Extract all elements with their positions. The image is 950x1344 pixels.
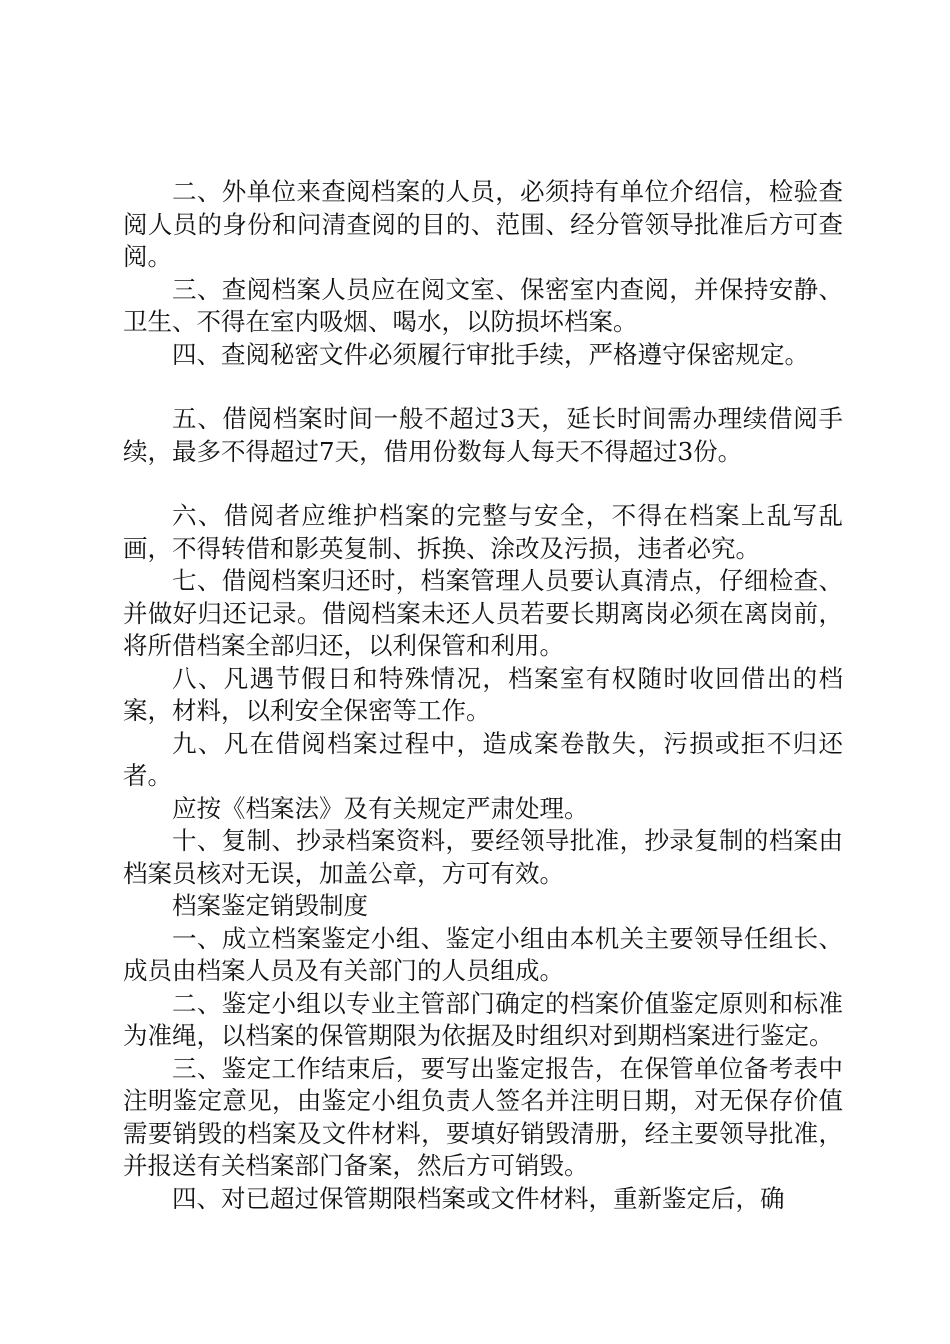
paragraph-9-loss: 九、凡在借阅档案过程中，造成案卷散失，污损或拒不归还者。 [123,728,843,790]
paragraph-penalty: 应按《档案法》及有关规定严肃处理。 [172,793,589,823]
paragraph-6-borrower-duty: 六、借阅者应维护档案的完整与安全，不得在档案上乱写乱画，不得转借和影英复制、拆换、涂改及污损，违者必究。 [123,501,843,563]
paragraph-8-holidays: 八、凡遇节假日和特殊情况，档案室有权随时收回借出的档案，材料，以利安全保密等工作。 [123,663,843,725]
paragraph-4-secret-files: 四、查阅秘密文件必须履行审批手续，严格遵守保密规定。 [172,339,809,369]
paragraph-2-external-access: 二、外单位来查阅档案的人员，必须持有单位介绍信，检验查阅人员的身份和问清查阅的目的、范围、经分管领导批准后方可查阅。 [123,177,843,271]
paragraph-5-borrow-duration: 五、借阅档案时间一般不超过3天，延长时间需办理续借阅手续，最多不得超过7天，借用份数每人每天不得超过3份。 [123,404,843,466]
paragraph-2-appraisal-criteria: 二、鉴定小组以专业主管部门确定的档案价值鉴定原则和标准为准绳，以档案的保管期限为依据及时组织对到期档案进行鉴定。 [123,988,843,1050]
section-heading: 档案鉴定销毁制度 [172,891,368,920]
paragraph-3-appraisal-report: 三、鉴定工作结束后，要写出鉴定报告，在保管单位备考表中注明鉴定意见，由鉴定小组负责人签名并注明日期，对无保存价值需要销毁的档案及文件材料，要填好销毁清册，经主要领导批准，并报送有关档案部门备案，然后方可销毁。 [123,1053,843,1180]
paragraph-7-return: 七、借阅档案归还时，档案管理人员要认真清点，仔细检查、并做好归还记录。借阅档案未还人员若要长期离岗必须在离岗前，将所借档案全部归还，以利保管和利用。 [123,566,843,660]
document-body [123,176,843,1215]
paragraph-4-expired-files: 四、对已超过保管期限档案或文件材料，重新鉴定后，确 [172,1183,785,1213]
paragraph-1-appraisal-group: 一、成立档案鉴定小组、鉴定小组由本机关主要领导任组长、成员由档案人员及有关部门的人员组成。 [123,923,843,985]
paragraph-3-reading-room: 三、查阅档案人员应在阅文室、保密室内查阅，并保持安静、卫生、不得在室内吸烟、喝水，以防损坏档案。 [123,274,843,336]
paragraph-10-copying: 十、复制、抄录档案资料，要经领导批准，抄录复制的档案由档案员核对无误，加盖公章，方可有效。 [123,826,843,888]
